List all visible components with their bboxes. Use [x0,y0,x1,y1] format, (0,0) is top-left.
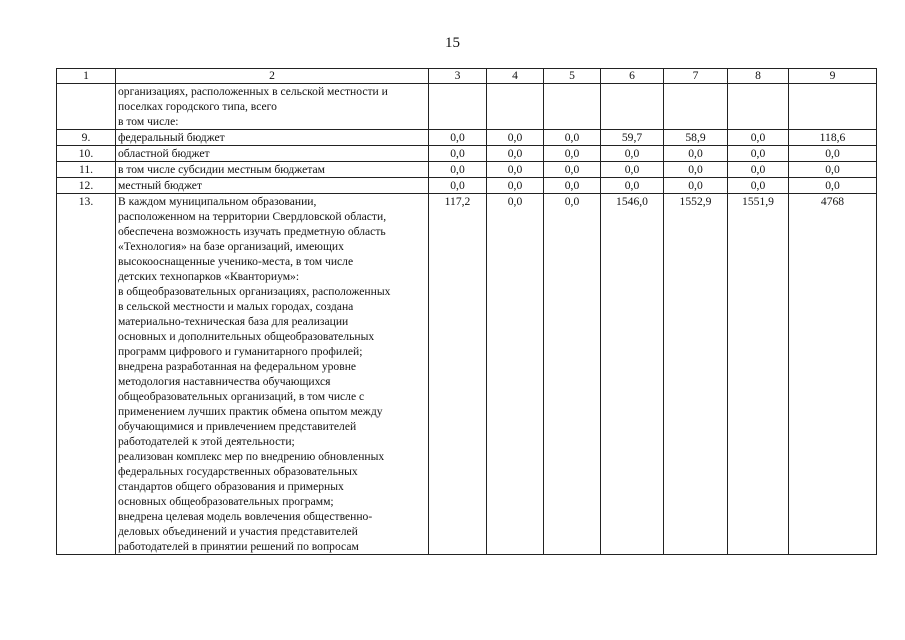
table-row [57,178,877,194]
row-description: областной бюджет [116,146,429,162]
row-value-3: 0,0 [429,146,487,162]
column-header-4: 4 [487,69,544,84]
header-row [57,69,877,84]
column-header-9: 9 [789,69,877,84]
budget-table [56,68,877,555]
row-value-4: 0,0 [487,162,544,178]
row-description: В каждом муниципальном образовании, расположенном на территории Свердловской области, обеспечена возможность изучать предметную область «Технология» на базе организаций, имеющих высокооснащенные ученико-места, в том числе детских технопарков «Кванториум»: в общеобразовательных организациях, расположенных в сельской местности и малых городах, создана материально-техническая база для реализации основных и дополнительных общеобразовательных программ цифрового и гуманитарного профилей; внедрена разработанная на федеральном уровне методология наставничества обучающихся общеобразовательных организаций, в том числе с применением лучших практик обмена опытом между обучающимися и привлечением представителей работодателей к этой деятельности; реализован комплекс мер по внедрению обновленных федеральных государственных образовательных стандартов общего образования и примерных основных общеобразовательных программ; внедрена целевая модель вовлечения общественно- деловых объединений и участия представителей работодателей в принятии решений по вопросам [116,194,429,555]
row-value-8: 1551,9 [728,194,789,555]
column-header-7: 7 [664,69,728,84]
column-header-3: 3 [429,69,487,84]
row-value-6: 0,0 [601,146,664,162]
row-value-9 [789,84,877,130]
row-value-8 [728,84,789,130]
row-value-4 [487,84,544,130]
row-value-4: 0,0 [487,178,544,194]
row-value-5: 0,0 [544,194,601,555]
row-value-5: 0,0 [544,146,601,162]
row-value-6: 1546,0 [601,194,664,555]
row-value-6: 0,0 [601,162,664,178]
row-value-7: 0,0 [664,178,728,194]
row-value-9: 0,0 [789,146,877,162]
row-value-9: 118,6 [789,130,877,146]
row-value-8: 0,0 [728,162,789,178]
row-value-4: 0,0 [487,194,544,555]
column-header-1: 1 [57,69,116,84]
row-value-5: 0,0 [544,162,601,178]
row-value-6: 0,0 [601,178,664,194]
row-value-6: 59,7 [601,130,664,146]
row-number: 12. [57,178,116,194]
column-header-6: 6 [601,69,664,84]
row-value-3: 0,0 [429,162,487,178]
row-value-5: 0,0 [544,130,601,146]
row-value-7: 0,0 [664,162,728,178]
row-value-3: 0,0 [429,130,487,146]
row-value-7 [664,84,728,130]
row-number [57,84,116,130]
row-number: 13. [57,194,116,555]
row-value-3 [429,84,487,130]
row-description: организациях, расположенных в сельской местности и поселках городского типа, всего в том числе: [116,84,429,130]
row-description: в том числе субсидии местным бюджетам [116,162,429,178]
row-value-7: 58,9 [664,130,728,146]
row-value-4: 0,0 [487,146,544,162]
table-row [57,146,877,162]
row-value-9: 0,0 [789,178,877,194]
row-description: федеральный бюджет [116,130,429,146]
table-row [57,84,877,130]
row-value-7: 0,0 [664,146,728,162]
column-header-5: 5 [544,69,601,84]
page-number: 15 [445,35,460,51]
row-value-5 [544,84,601,130]
column-header-2: 2 [116,69,429,84]
row-number: 11. [57,162,116,178]
table-row [57,162,877,178]
row-value-8: 0,0 [728,130,789,146]
row-value-8: 0,0 [728,146,789,162]
row-value-8: 0,0 [728,178,789,194]
row-number: 10. [57,146,116,162]
row-description: местный бюджет [116,178,429,194]
column-header-8: 8 [728,69,789,84]
table-row [57,130,877,146]
row-value-6 [601,84,664,130]
row-value-9: 0,0 [789,162,877,178]
row-value-4: 0,0 [487,130,544,146]
table-row [57,194,877,555]
row-number: 9. [57,130,116,146]
row-value-7: 1552,9 [664,194,728,555]
row-value-3: 0,0 [429,178,487,194]
row-value-5: 0,0 [544,178,601,194]
row-value-3: 117,2 [429,194,487,555]
row-value-9: 4768 [789,194,877,555]
